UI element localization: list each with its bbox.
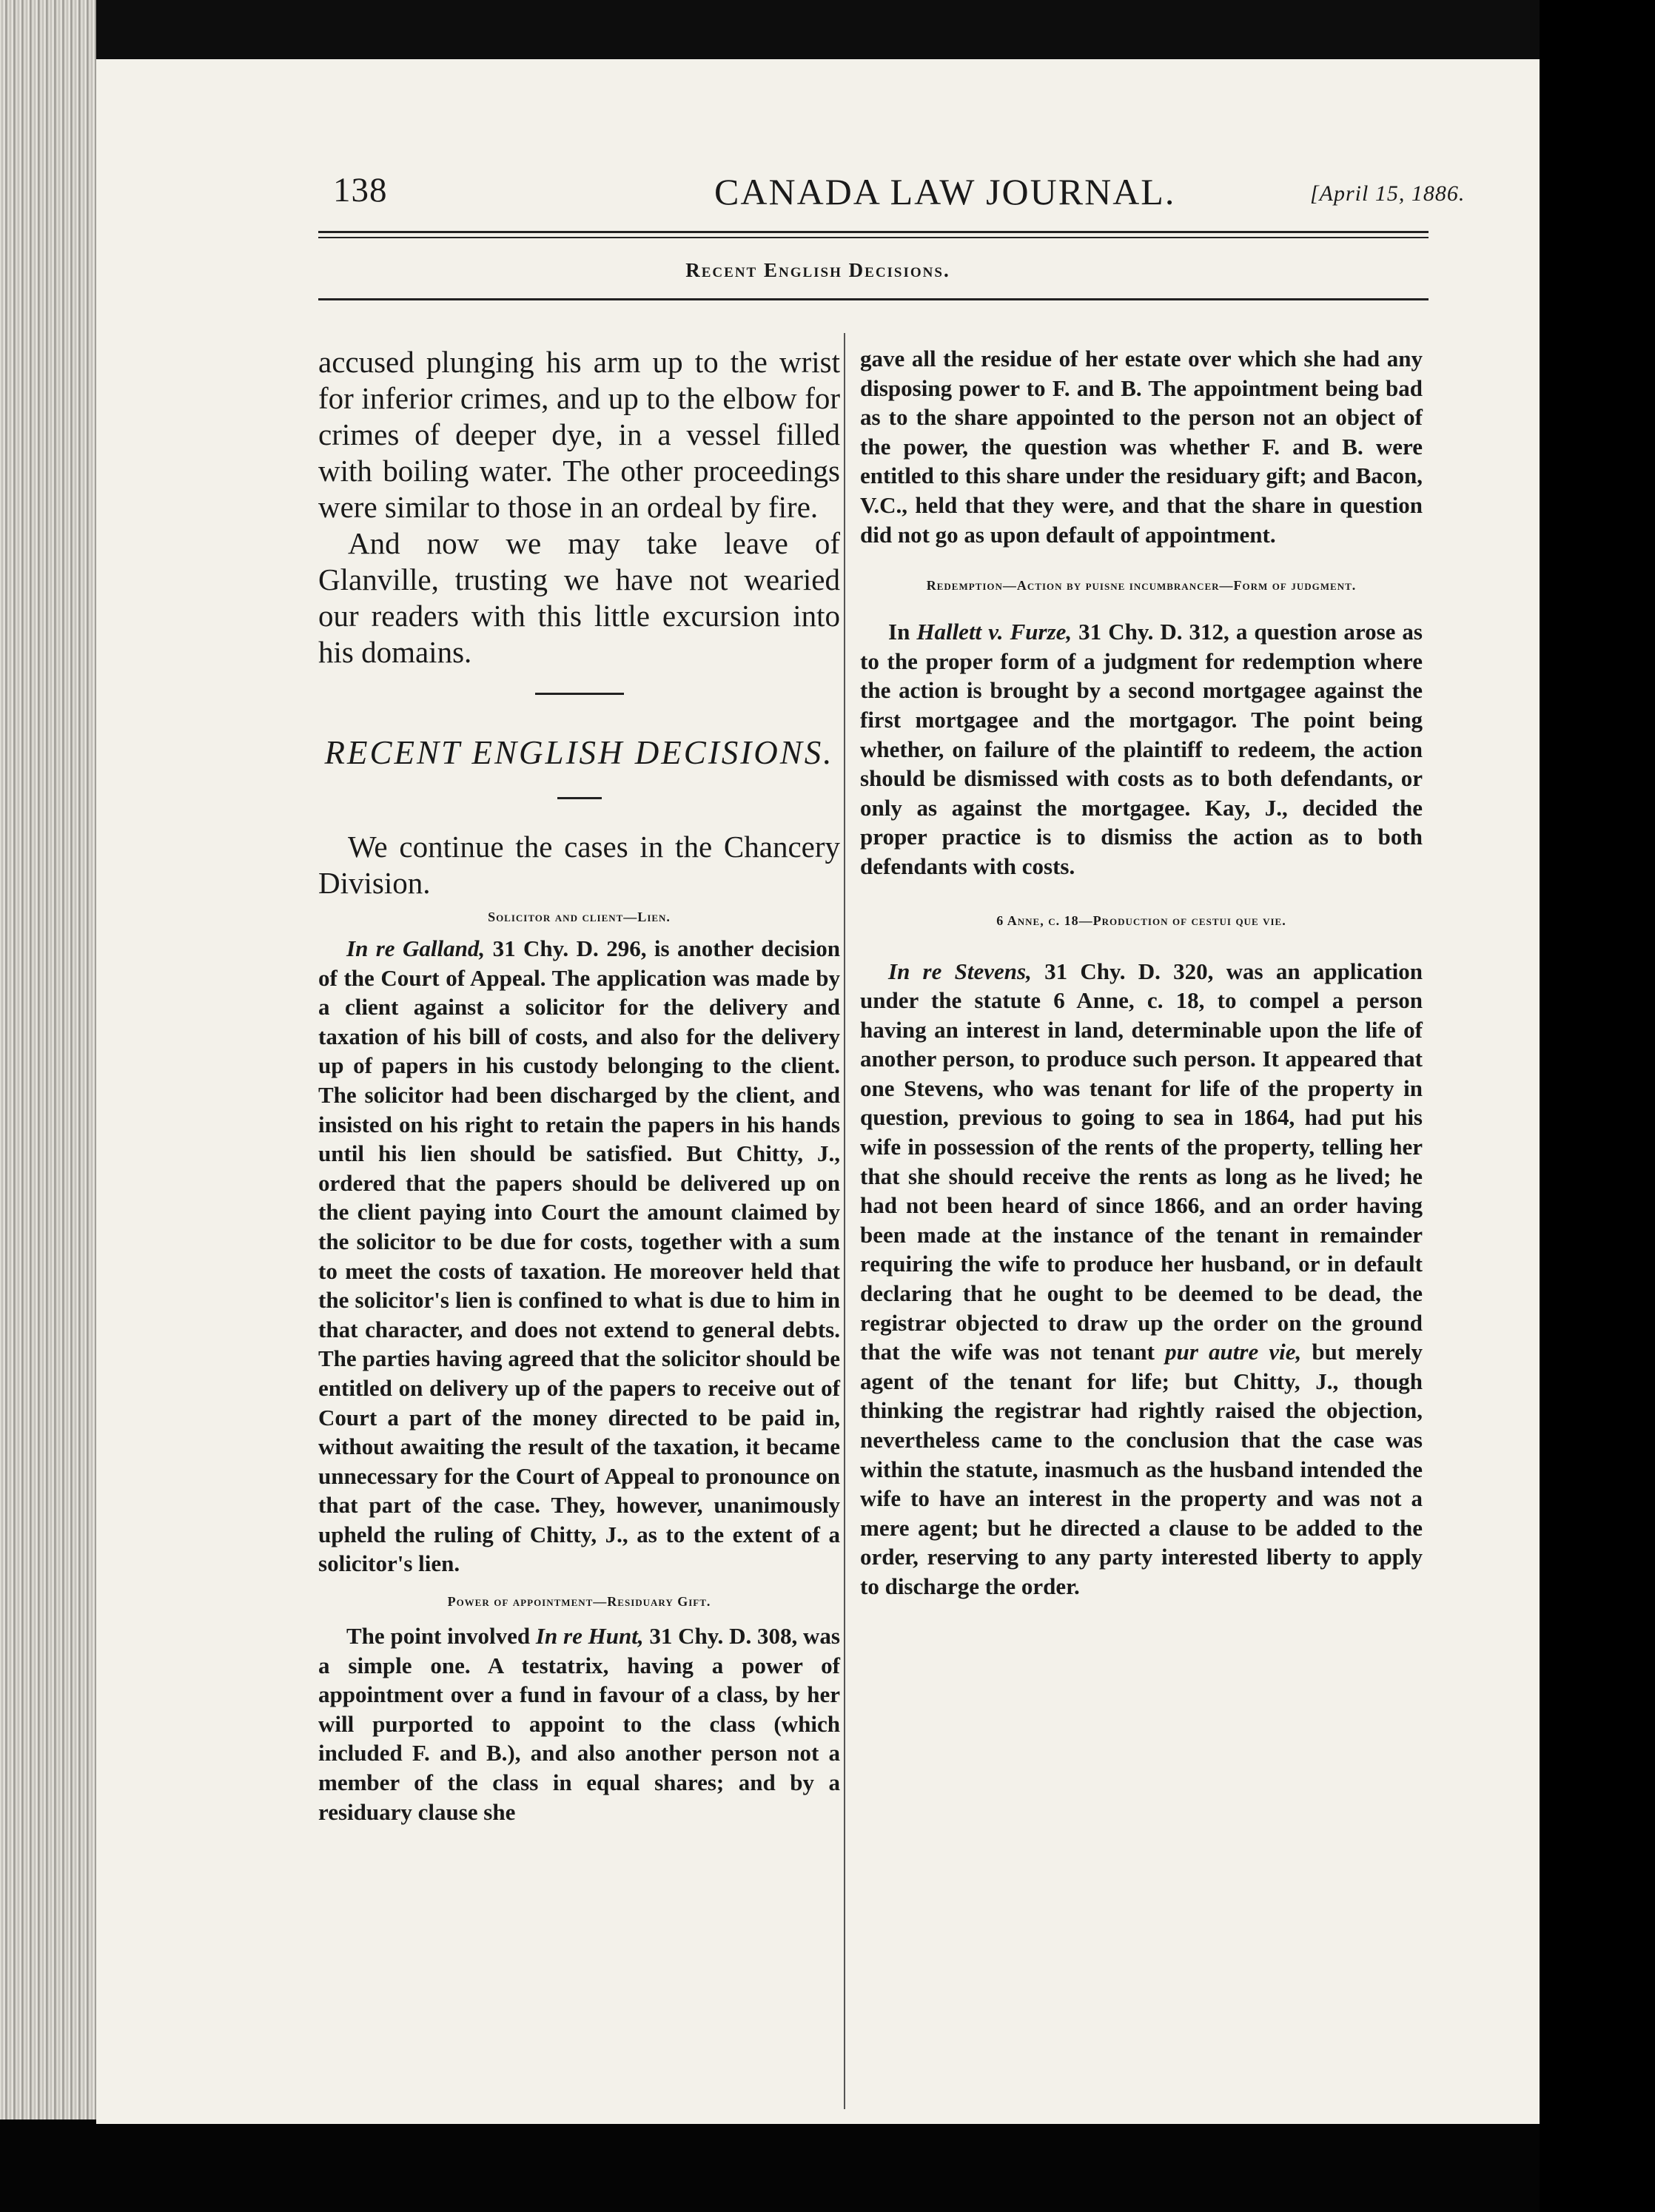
- page-number: 138: [333, 171, 388, 209]
- stevens-text-b: but merely agent of the tenant for life; but Chitty, J., though thinking the registrar had rightly raised the objection, nevertheless came to the conclusion that the case was within the statute, inasmuch as the husband intended the wife to have an interest in the property and was not a mere agent; but he directed a clause to be added to the order, reserving to any party interested liberty to apply to discharge the order.: [860, 1339, 1423, 1599]
- galland-text: 31 Chy. D. 296, is another decision of the Court of Appeal. The application was made by a client against a solicitor for the delivery and taxation of his bill of costs, and also for the delivery up of papers in his custody belonging to the client. The solicitor had been discharged by the client, and insisted on his right to retain the papers in his hands until his lien should be satisfied. But Chitty, J., ordered that the papers should be delivered up on the client paying into Court the amount claimed by the solicitor to be due for costs, together with a sum to meet the costs of taxation. He moreover held that the solicitor's lien is confined to what is due to him in that character, and does not extend to general debts. The parties having agreed that the solicitor should be entitled on delivery up of the papers to receive out of Court a part of the money directed to be paid in, without awaiting the result of the taxation, it became unnecessary for the Court of Appeal to pronounce on that part of the case. They, however, unanimously upheld the ruling of Chitty, J., as to the extent of a solicitor's lien.: [318, 935, 840, 1577]
- section-intro: We continue the cases in the Chancery Division.: [318, 830, 840, 900]
- page-left-edge: [0, 0, 96, 2212]
- section-separator: [535, 693, 624, 695]
- title-separator: [557, 797, 602, 799]
- scan-right-border: [1540, 0, 1655, 2212]
- left-column: [318, 344, 840, 1826]
- hallett-lead: In: [888, 619, 917, 645]
- section-title: RECENT ENGLISH DECISIONS.: [324, 734, 834, 771]
- hunt-paragraph: [318, 1621, 840, 1826]
- glanville-paragraph: And now we may take leave of Glanville, trusting we have not wearied our readers with this little excursion into his domains.: [318, 526, 840, 669]
- case-name-stevens: In re Stevens,: [888, 958, 1032, 984]
- stevens-text-a: 31 Chy. D. 320, was an application under the statute 6 Anne, c. 18, to compel a person having an interest in land, determinable upon the life of another person, to produce such person. It appeared that one Stevens, who was tenant for life of the property in question, previous to going to sea in 1864, had put his wife in possession of the rents of the property, telling her that she should receive the rents as long as he lived; he had not been heard of since 1866, and an order having been made at the instance of the tenant in remainder requiring the wife to produce her husband, or in default declaring that he ought to be deemed to be dead, the registrar objected to draw up the order on the ground that the wife was not tenant: [860, 958, 1423, 1365]
- journal-page: [96, 59, 1540, 2124]
- stevens-paragraph: [860, 957, 1423, 1601]
- ordeal-paragraph: accused plunging his arm up to the wrist for inferior crimes, and up to the elbow for crimes of deeper dye, in a vessel filled with boiling water. The other proceedings were similar to those in an ordeal by fire.: [318, 345, 840, 524]
- issue-date: [April 15, 1886.: [1310, 181, 1466, 206]
- subheading-power-of-appointment: Power of appointment—Residuary Gift.: [447, 1594, 711, 1610]
- case-name-hunt: In re Hunt,: [535, 1623, 644, 1650]
- hunt-continued: gave all the residue of her estate over which she had any disposing power to F. and B. The appointment being bad as to the share appointed to the person not an object of the power, the question was whether F. and B. were entitled to this share under the residuary gift; and Bacon, V.C., held that they were, and that the share in question did not go as upon default of appointment.: [860, 346, 1423, 548]
- subheading-anne-statute: 6 Anne, c. 18—Production of cestui que vie.: [996, 912, 1286, 928]
- hunt-text: 31 Chy. D. 308, was a simple one. A testatrix, having a power of appointment over a fund in favour of a class, by her will purported to appoint to the class (which included F. and B.), and also another person not a member of the class in equal shares; and by a residuary clause she: [318, 1623, 840, 1825]
- header-rule-top: [318, 231, 1429, 233]
- galland-paragraph: [318, 934, 840, 1579]
- case-name-hallett: Hallett v. Furze,: [916, 619, 1072, 645]
- case-name-galland: In re Galland,: [346, 935, 486, 961]
- scan-bottom-border: [0, 2119, 1655, 2212]
- subheading-solicitor-lien: Solicitor and client—Lien.: [488, 910, 671, 924]
- column-divider: [844, 333, 845, 2109]
- pur-autre-vie: pur autre vie,: [1165, 1339, 1302, 1365]
- subheading-redemption: Redemption—Action by puisne incumbrancer—Form of judgment.: [926, 578, 1357, 594]
- running-head: Recent English Decisions.: [685, 259, 950, 281]
- journal-title: CANADA LAW JOURNAL.: [714, 171, 1176, 212]
- header-rule-bottom: [318, 237, 1429, 238]
- hunt-lead: The point involved: [346, 1623, 536, 1650]
- running-head-rule: [318, 298, 1429, 300]
- hallett-paragraph: [860, 617, 1423, 881]
- hallett-text: 31 Chy. D. 312, a question arose as to the proper form of a judgment for redemption where the action is brought by a second mortgagee against the first mortgagee and the mortgagor. The point being whether, on failure of the plaintiff to redeem, the action should be dismissed with costs as to both defendants, or only as against the mortgagee. Kay, J., decided the proper practice is to dismiss the action as to both defendants with costs.: [860, 619, 1423, 879]
- right-column: [860, 344, 1423, 1601]
